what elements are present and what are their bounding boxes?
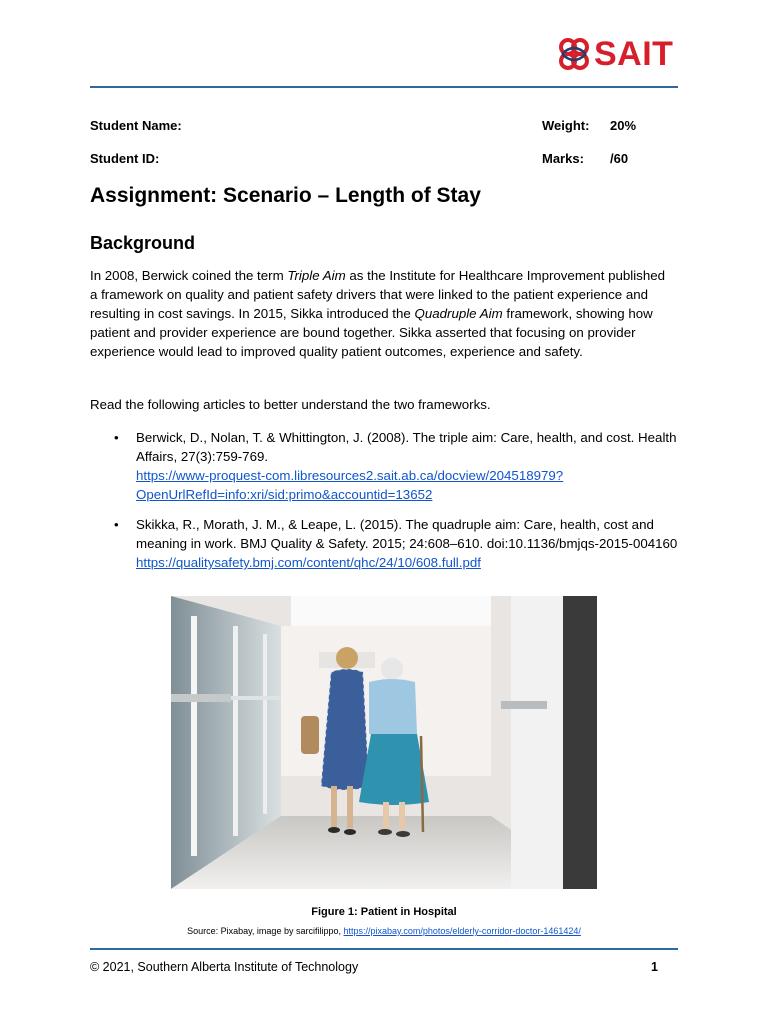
text-run: In 2008, Berwick coined the term — [90, 268, 288, 283]
weight-label: Weight: — [542, 118, 590, 133]
reference-text: Berwick, D., Nolan, T. & Whittington, J. (2008). The triple aim: Care, health, and cost. Health Affairs, 27(3):759-769. — [136, 430, 677, 464]
reference-text: Skikka, R., Morath, J. M., & Leape, L. (2015). The quadruple aim: Care, health, cost and meaning in work. BMJ Quality & Safety. 2015; 24:608–610. doi:10.1136/bmjqs-2015-004160 — [136, 517, 678, 551]
logo-text: SAIT — [594, 35, 674, 73]
instruction-paragraph: Read the following articles to better understand the two frameworks. — [90, 397, 491, 412]
header-rule — [90, 86, 678, 88]
sait-logo — [556, 34, 673, 74]
assignment-title: Assignment: Scenario – Length of Stay — [90, 184, 481, 207]
page-number: 1 — [651, 960, 658, 974]
text-run: as the Institute for Healthcare Improvement published a framework on quality and patient safety drivers that were linked to the patient experience and resulting in cost savings. In 2015, Sikka introduced the — [90, 268, 666, 321]
reference-item — [90, 428, 680, 504]
hospital-corridor-photo — [171, 596, 597, 889]
reference-link[interactable]: OpenUrlRefId=info:xri/sid:primo&accountid=13652 — [136, 487, 433, 502]
reference-link[interactable]: https://www-proquest-com.libresources2.sait.ab.ca/docview/204518979? — [136, 468, 564, 483]
reference-list — [90, 428, 680, 583]
weight-value: 20% — [610, 118, 637, 133]
student-id-label: Student ID: — [90, 151, 160, 166]
source-link[interactable]: https://pixabay.com/photos/elderly-corridor-doctor-1461424/ — [343, 926, 581, 936]
figure-source — [90, 926, 678, 936]
background-heading: Background — [90, 233, 196, 253]
reference-item — [90, 515, 680, 572]
reference-link[interactable]: https://qualitysafety.bmj.com/content/qhc/24/10/608.full.pdf — [136, 555, 481, 570]
figure-caption: Figure 1: Patient in Hospital — [311, 906, 457, 918]
source-text: Source: Pixabay, image by sarcifilippo, — [187, 926, 344, 936]
quadruple-aim-term: Quadruple Aim — [414, 306, 503, 321]
marks-value: /60 — [610, 151, 629, 166]
footer-rule — [90, 948, 678, 950]
sait-knot-icon — [556, 36, 592, 72]
triple-aim-term: Triple Aim — [287, 268, 346, 283]
student-name-label: Student Name: — [90, 118, 182, 133]
copyright-text: © 2021, Southern Alberta Institute of Technology — [90, 960, 359, 974]
marks-label: Marks: — [542, 151, 584, 166]
text-run: framework, showing how patient and provider experience are bound together. Sikka asserted that focusing on provider experience would lead to improved quality patient outcomes, experience and safety. — [90, 306, 653, 359]
background-paragraph — [90, 266, 670, 361]
